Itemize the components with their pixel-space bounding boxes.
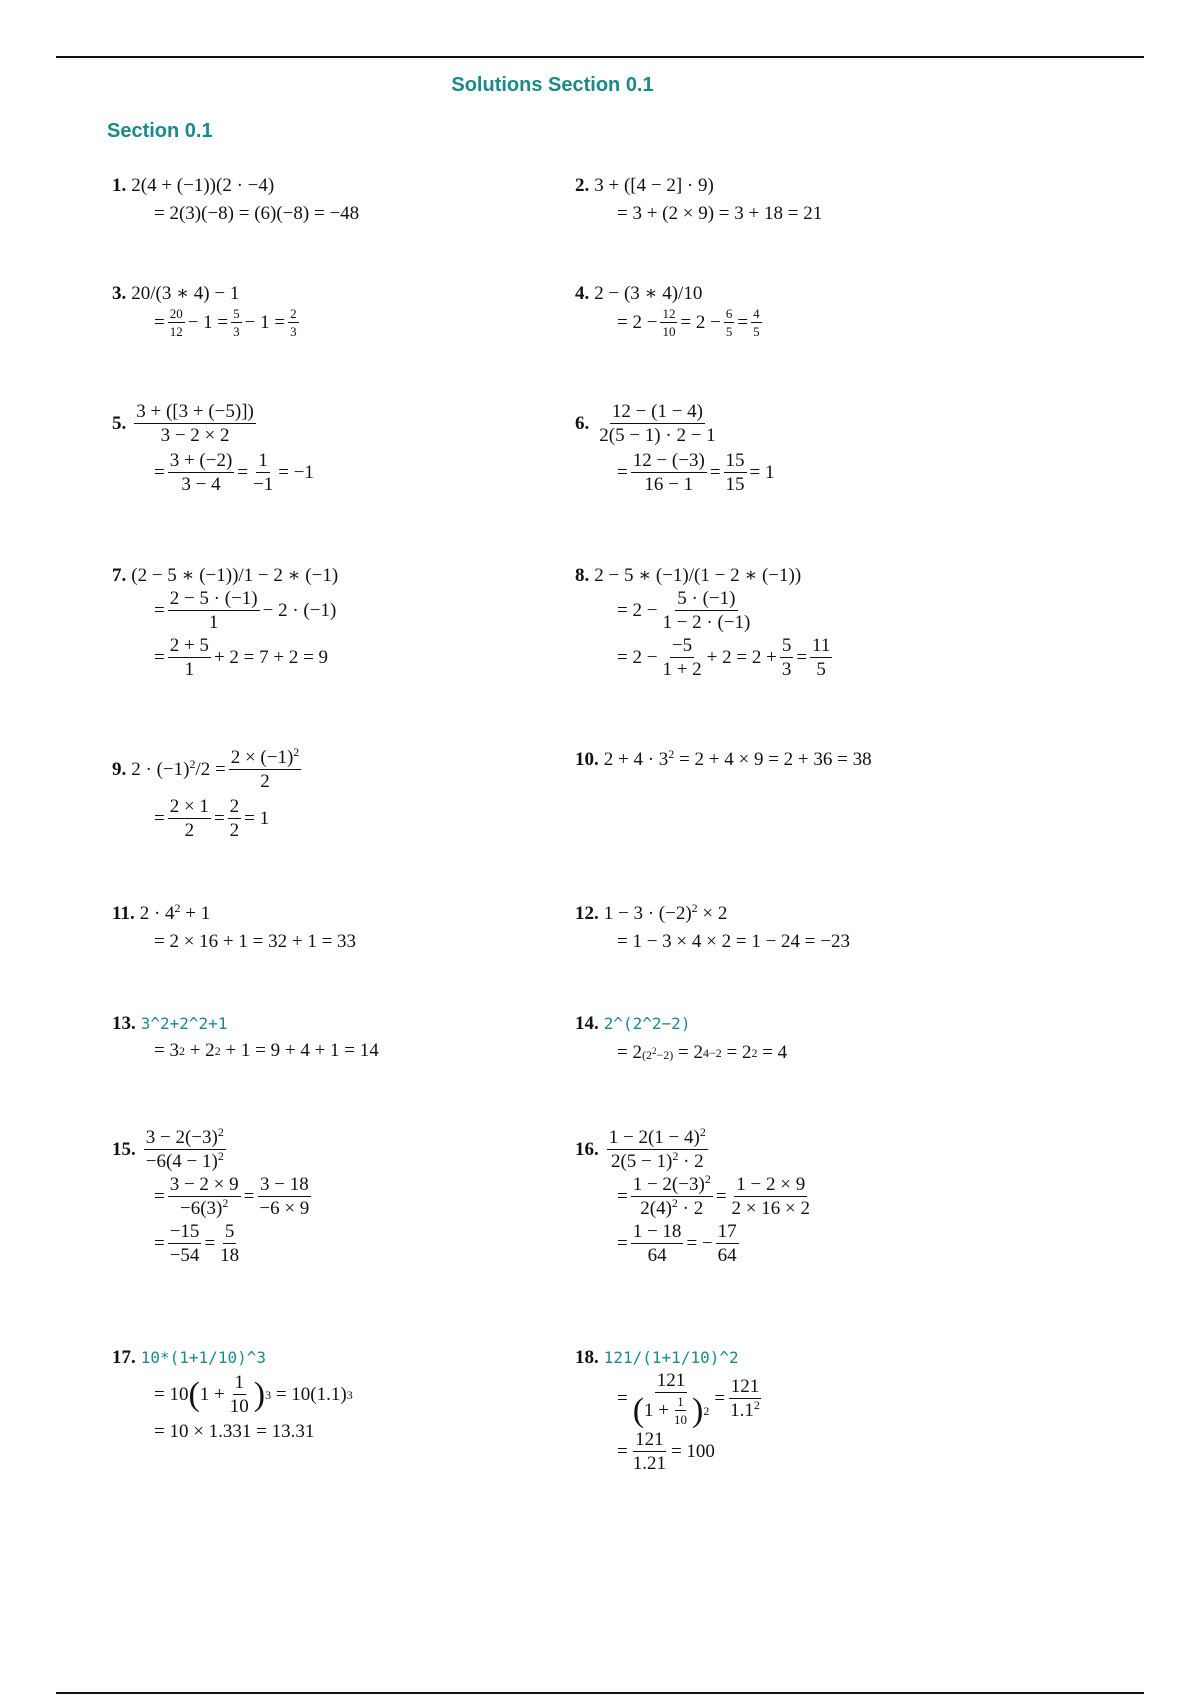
- solution-step: = 121 ( 1 + $\frac{1}{10}$ ) 2 = $\frac{121}{1.1^2}$: [617, 1370, 760, 1429]
- problem-2: [575, 176, 822, 223]
- problem-11: [112, 901, 357, 952]
- solution-step: = $\frac{1 - 2(-3)^2}{2(4)^2 \cdot 2}$ = $\frac{1 - 2 \times 9}{2 \times 16 \times 2}$: [617, 1172, 810, 1219]
- problem-number: 8.: [575, 565, 590, 586]
- solution-step: = $\frac{-15}{-54}$ = $\frac{5}{18}$: [154, 1221, 240, 1266]
- fraction: $\frac{2 + 5}{1}$: [169, 635, 209, 680]
- problem-code: 121/(1+1/10)^2: [603, 1347, 739, 1367]
- problem-code: 2^(2^2−2): [603, 1013, 691, 1033]
- problem-7: [112, 566, 338, 679]
- fraction: $\frac{5}{3}$: [781, 635, 792, 680]
- fraction: $\frac{20}{12}$: [169, 306, 183, 339]
- problem-number: 7.: [112, 565, 127, 586]
- problem-expression: $2 \cdot (-1)^2/2$ =: [131, 757, 226, 780]
- fraction: $\frac{5 \cdot (-1)}{1 - 2 \cdot (-1)}$: [662, 588, 751, 633]
- problem-code: 10*(1+1/10)^3: [140, 1347, 266, 1367]
- fraction: $\frac{1 - 18}{64}$: [632, 1221, 682, 1266]
- fraction: $\frac{3 - 2 \times 9}{-6(3)^2}$: [169, 1174, 239, 1219]
- fraction: 121 ( 1 + $\frac{1}{10}$ ) 2: [632, 1370, 710, 1429]
- problem-expression: 3 + ([4 − 2] · 9): [594, 175, 714, 196]
- fraction: $\frac{3 + (-2)}{3 - 4}$: [169, 450, 233, 495]
- solution-step: = 2(3)(−8) = (6)(−8) = −48: [154, 203, 360, 224]
- problem-15: [112, 1125, 314, 1266]
- problem-expression: 2 − 5 ∗ (−1)/(1 − 2 ∗ (−1)): [594, 565, 802, 586]
- problem-8: [575, 566, 835, 679]
- fraction: $\frac{-5}{1 + 2}$: [662, 635, 702, 680]
- problem-10: [575, 747, 872, 770]
- problem-18: [575, 1348, 765, 1473]
- problem-expression: $2 + 4 \cdot 3^2 = 2 + 4 \times 9 = 2 + 36 = 38$: [603, 747, 872, 770]
- fraction: $\frac{1 - 2 \times 9}{2 \times 16 \times 2}$: [731, 1174, 810, 1219]
- problem-3: [112, 284, 302, 338]
- solution-step: = $\frac{2 - 5 \cdot (-1)}{1}$ − 2 · (−1): [154, 588, 337, 633]
- problem-14: [575, 1014, 787, 1062]
- fraction: $\frac{-15}{-54}$: [169, 1221, 200, 1266]
- problem-number: 3.: [112, 283, 127, 304]
- solution-step: = 3 + (2 × 9) = 3 + 18 = 21: [617, 203, 823, 224]
- problem-13: [112, 1014, 379, 1060]
- fraction: $\frac{1}{10}$: [674, 1394, 688, 1427]
- problem-number: 13.: [112, 1013, 136, 1034]
- fraction: $\frac{121}{1.21}$: [632, 1429, 666, 1474]
- problem-number: 1.: [112, 175, 127, 196]
- problem-number: 11.: [112, 903, 135, 924]
- fraction: $\frac{12}{10}$: [662, 306, 676, 339]
- section-title: Section 0.1: [107, 120, 213, 142]
- problem-12: [575, 901, 850, 952]
- problem-number: 9.: [112, 759, 127, 780]
- fraction: $\frac{17}{64}$: [717, 1221, 737, 1266]
- fraction: $\frac{2 \times 1}{2}$: [169, 796, 209, 841]
- problem-expression: 2(4 + (−1))(2 · −4): [131, 175, 275, 196]
- problem-16: [575, 1125, 815, 1266]
- problem-number: 17.: [112, 1347, 136, 1368]
- fraction: $\frac{5}{18}$: [220, 1221, 240, 1266]
- fraction: $\frac{2 \times (-1)^2}{2}$: [230, 745, 300, 792]
- solution-step: = 2 × 16 + 1 = 32 + 1 = 33: [154, 931, 357, 952]
- solution-step: = 2 − $\frac{5 \cdot (-1)}{1 - 2 \cdot (-1)}$: [617, 588, 751, 633]
- bottom-rule: [56, 1692, 1144, 1694]
- problem-9: [112, 745, 304, 841]
- problem-number: 2.: [575, 175, 590, 196]
- fraction: $\frac{1 - 2(-3)^2}{2(4)^2 \cdot 2}$: [632, 1172, 711, 1219]
- solution-step: = 1 − 3 × 4 × 2 = 1 − 24 = −23: [617, 931, 850, 952]
- top-rule: [56, 56, 1144, 58]
- problem-code: 3^2+2^2+1: [140, 1013, 228, 1033]
- problem-6: [575, 402, 775, 494]
- problem-1: [112, 176, 359, 223]
- fraction: $\frac{11}{5}$: [812, 635, 831, 680]
- fraction: $\frac{1}{10}$: [229, 1372, 249, 1417]
- solution-step: = 2 − $\frac{-5}{1 + 2}$ + 2 = 2 + $\frac{5}{3}$ = $\frac{11}{5}$: [617, 635, 831, 680]
- solution-step: = 3 2 + 2 2 + 1 = 9 + 4 + 1 = 14: [154, 1040, 379, 1061]
- problem-expression: (2 − 5 ∗ (−1))/1 − 2 ∗ (−1): [131, 565, 339, 586]
- problem-expression: $2 \cdot 4^2 + 1$: [139, 901, 211, 924]
- problem-number: 5.: [112, 413, 127, 434]
- problem-number: 16.: [575, 1139, 599, 1160]
- solution-step: = $\frac{12 - (-3)}{16 - 1}$ = $\frac{15}{15}$ = 1: [617, 450, 775, 495]
- fraction: $\frac{1}{-1}$: [253, 450, 274, 495]
- fraction: $\frac{6}{5}$: [725, 306, 733, 339]
- problem-expression: $\frac{1 - 2(1 - 4)^2}{2(5 - 1)^2 \cdot 2}$: [608, 1125, 706, 1172]
- fraction: $\frac{2}{3}$: [290, 306, 297, 339]
- fraction: $\frac{121}{1.1^2}$: [730, 1376, 760, 1421]
- fraction: $\frac{2}{2}$: [229, 796, 240, 841]
- solution-step: = $\frac{3 + (-2)}{3 - 4}$ = $\frac{1}{-1}$ = −1: [154, 450, 314, 495]
- problem-4: [575, 284, 765, 338]
- fraction: $\frac{15}{15}$: [725, 450, 745, 495]
- problem-number: 12.: [575, 903, 599, 924]
- solution-step: = 10 ( 1 + $\frac{1}{10}$ ) 3 = 10(1.1) 3: [154, 1372, 353, 1417]
- solution-step: = 2 − $\frac{12}{10}$ = 2 − $\frac{6}{5}$ = $\frac{4}{5}$: [617, 306, 760, 339]
- solution-step: = $\frac{121}{1.21}$ = 100: [617, 1429, 715, 1474]
- problem-expression: $\frac{3 - 2(-3)^2}{-6(4 - 1)^2}$: [145, 1125, 224, 1172]
- problem-number: 18.: [575, 1347, 599, 1368]
- solution-step: = 2 $(2^2-2)$ = 2 4−2 = 2 2 = 4: [617, 1042, 788, 1063]
- solution-step: = 10 × 1.331 = 13.31: [154, 1421, 315, 1442]
- problem-number: 4.: [575, 283, 590, 304]
- problem-expression: 20/(3 ∗ 4) − 1: [131, 283, 240, 304]
- solution-step: = $\frac{2 \times 1}{2}$ = $\frac{2}{2}$ = 1: [154, 796, 270, 841]
- problem-expression: $1 - 3 \cdot (-2)^2 \times 2$: [603, 901, 728, 924]
- solution-step: = $\frac{2 + 5}{1}$ + 2 = 7 + 2 = 9: [154, 635, 329, 680]
- problem-expression: $\frac{12 - (1 - 4)}{2(5 - 1) \cdot 2 - 1}$: [599, 401, 716, 446]
- fraction: $\frac{3 - 18}{-6 \times 9}$: [259, 1174, 310, 1219]
- fraction: $\frac{4}{5}$: [753, 306, 760, 339]
- solution-step: = $\frac{20}{12}$ − 1 = $\frac{5}{3}$ − 1 = $\frac{2}{3}$: [154, 306, 297, 339]
- fraction: $\frac{2 - 5 \cdot (-1)}{1}$: [169, 588, 258, 633]
- fraction: $\frac{12 - (-3)}{16 - 1}$: [632, 450, 705, 495]
- problem-expression: $\frac{3 + ([3 + (-5)])}{3 - 2 \times 2}$: [136, 401, 254, 446]
- solution-step: = $\frac{1 - 18}{64}$ = − $\frac{17}{64}$: [617, 1221, 737, 1266]
- problem-17: [112, 1348, 353, 1441]
- problem-number: 6.: [575, 413, 590, 434]
- page-title: Solutions Section 0.1: [451, 74, 654, 96]
- problem-expression: 2 − (3 ∗ 4)/10: [594, 283, 703, 304]
- problem-5: [112, 402, 314, 494]
- fraction: $\frac{5}{3}$: [233, 306, 240, 339]
- problem-number: 10.: [575, 749, 599, 770]
- problem-number: 15.: [112, 1139, 136, 1160]
- problem-number: 14.: [575, 1013, 599, 1034]
- solution-step: = $\frac{3 - 2 \times 9}{-6(3)^2}$ = $\frac{3 - 18}{-6 \times 9}$: [154, 1174, 310, 1219]
